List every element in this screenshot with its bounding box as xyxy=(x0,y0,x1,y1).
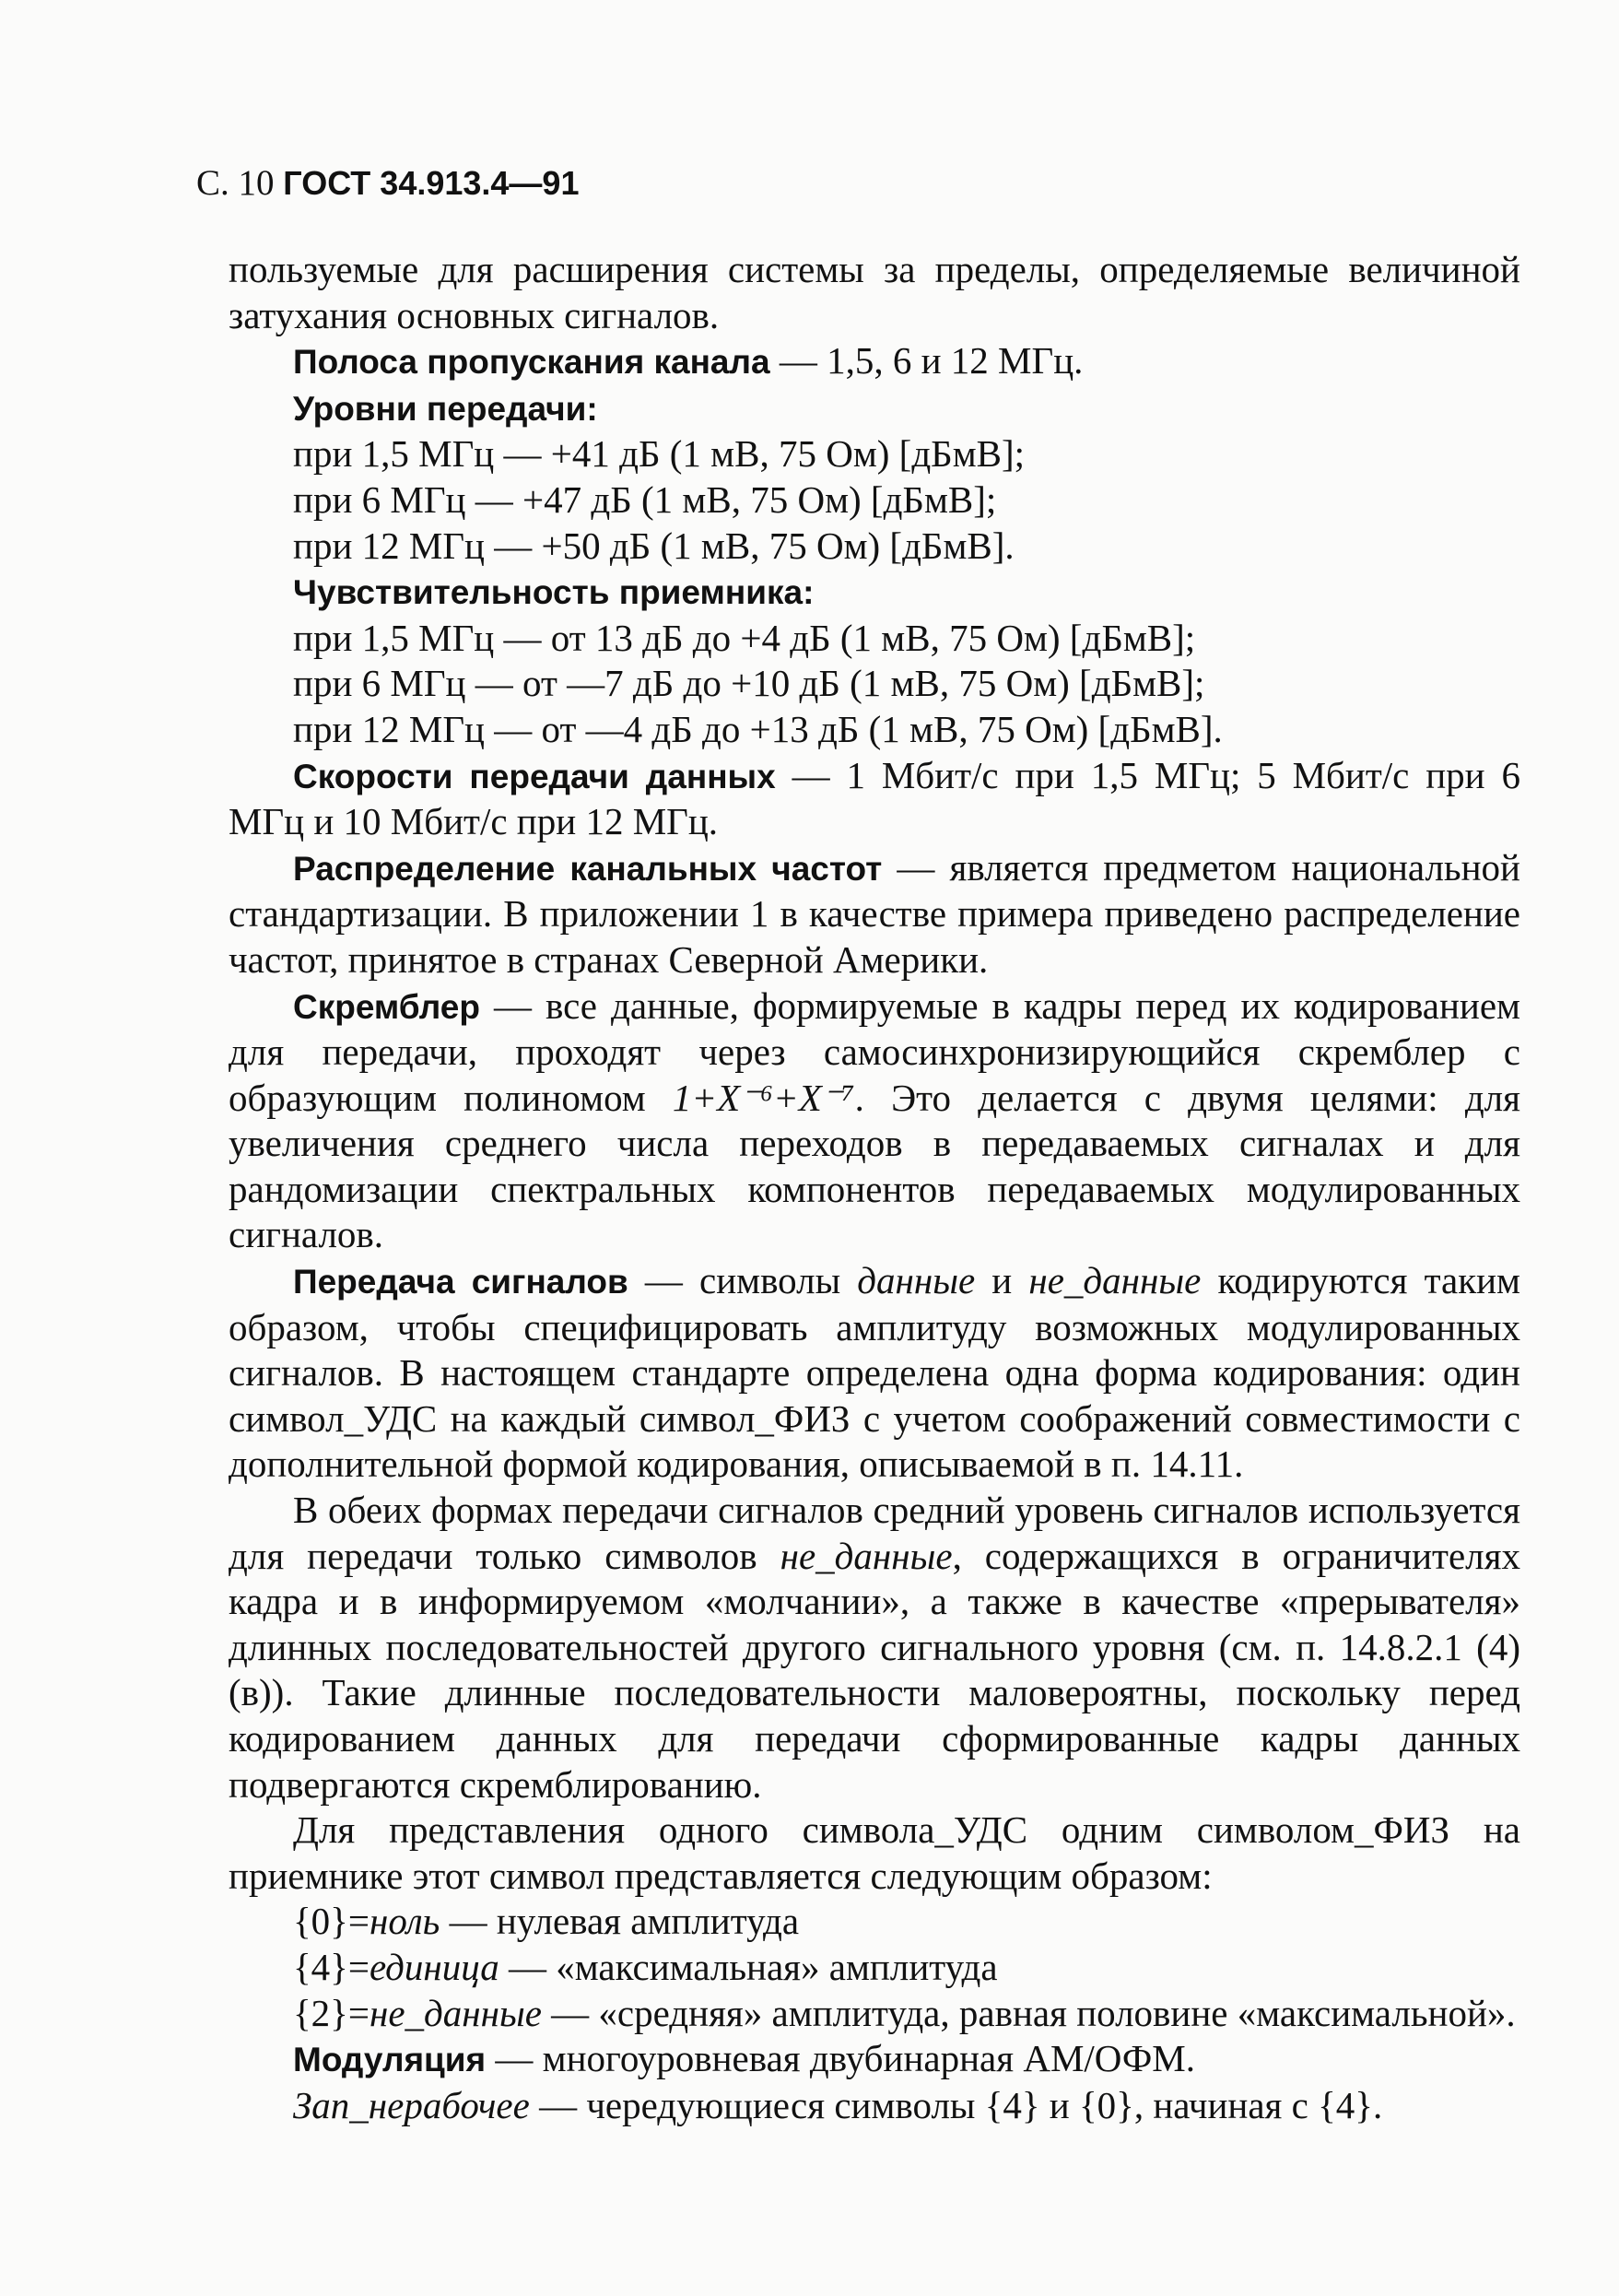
paragraph-continuation: пользуемые для расширения системы за пределы, определяемые величиной затухания основных сигналов. xyxy=(229,248,1520,336)
paragraph-bandwidth: Полоса пропускания канала — 1,5, 6 и 12 МГц. xyxy=(293,339,1084,383)
list-item: при 12 МГц — от —4 дБ до +13 дБ (1 мВ, 75 Ом) [дБмВ]. xyxy=(293,707,1223,750)
heading-sensitivity: Чувствительность приемника: xyxy=(293,573,815,612)
paragraph-signaling: Передача сигналов — символы данные и не_данные кодируются таким образом, чтобы специфицировать амплитуду возможных модулированных сигналов. В настоящем стандарте определена одна форма кодирования: один символ_УДС на каждый символ_ФИЗ с учетом соображений совместимости с дополнительной формой кодирования, описываемой в п. 14.11. xyxy=(229,1259,1520,1486)
list-item: {2}=не_данные — «средняя» амплитуда, равная половине «максимальной». xyxy=(293,1991,1516,2034)
paragraph-rates: Скорости передачи данных — 1 Мбит/с при 1,5 МГц; 5 Мбит/с при 6 МГц и 10 Мбит/с при 12 МГц. xyxy=(229,753,1520,843)
list-item: при 6 МГц — от —7 дБ до +10 дБ (1 мВ, 75 Ом) [дБмВ]; xyxy=(293,662,1205,705)
paragraph-both-forms: В обеих формах передачи сигналов средний уровень сигналов используется для передачи только символов не_данные, содержащихся в ограничителях кадра и в информируемом «молчании», а также в качестве «прерывателя» длинных последовательностей другого сигнального уровня (см. п. 14.8.2.1 (4) (в)). Такие длинные последовательности маловероятны, поскольку перед кодированием данных для передачи сформированные кадры данных подвергаются скремблированию. xyxy=(229,1489,1520,1806)
page-header xyxy=(196,162,579,204)
list-item: при 1,5 МГц — от 13 дБ до +4 дБ (1 мВ, 75 Ом) [дБмВ]; xyxy=(293,616,1196,659)
term-idle: Зап_нерабочее xyxy=(293,2083,530,2126)
paragraph-modulation: Модуляция — многоуровневая двубинарная АМ/ОФМ. xyxy=(293,2037,1196,2080)
list-item: {4}=единица — «максимальная» амплитуда xyxy=(293,1945,998,1988)
standard-designation: ГОСТ 34.913.4—91 xyxy=(283,164,580,202)
list-item: при 12 МГц — +50 дБ (1 мВ, 75 Ом) [дБмВ]. xyxy=(293,524,1015,567)
list-item: при 6 МГц — +47 дБ (1 мВ, 75 Ом) [дБмВ]; xyxy=(293,477,997,521)
term-bandwidth: Полоса пропускания канала xyxy=(293,343,770,382)
polynomial-formula: 1+X⁻⁶+X⁻⁷ xyxy=(672,1076,855,1119)
paragraph-idle: Зап_нерабочее — чередующиеся символы {4} и {0}, начиная с {4}. xyxy=(293,2083,1383,2126)
list-item: при 1,5 МГц — +41 дБ (1 мВ, 75 Ом) [дБмВ]; xyxy=(293,432,1026,476)
list-item: {0}=ноль — нулевая амплитуда xyxy=(293,1900,800,1943)
paragraph-representation: Для представления одного символа_УДС одним символом_ФИЗ на приемнике этот символ представляется следующим образом: xyxy=(229,1808,1520,1897)
document-body xyxy=(229,247,1520,2128)
paragraph-frequency-allocation: Распределение канальных частот — является предметом национальной стандартизации. В приложении 1 в качестве примера приведено распределение частот, принятое в странах Северной Америки. xyxy=(229,845,1520,981)
paragraph-scrambler: Скремблер — все данные, формируемые в кадры перед их кодированием для передачи, проходят через самосинхронизирующийся скремблер с образующим полиномом 1+X⁻⁶+X⁻⁷. Это делается с двумя целями: для увеличения среднего числа переходов в передаваемых сигналах и для рандомизации спектральных компонентов передаваемых модулированных сигналов. xyxy=(229,983,1520,1256)
page-number: С. 10 xyxy=(196,163,275,203)
heading-tx-levels: Уровни передачи: xyxy=(293,389,598,428)
